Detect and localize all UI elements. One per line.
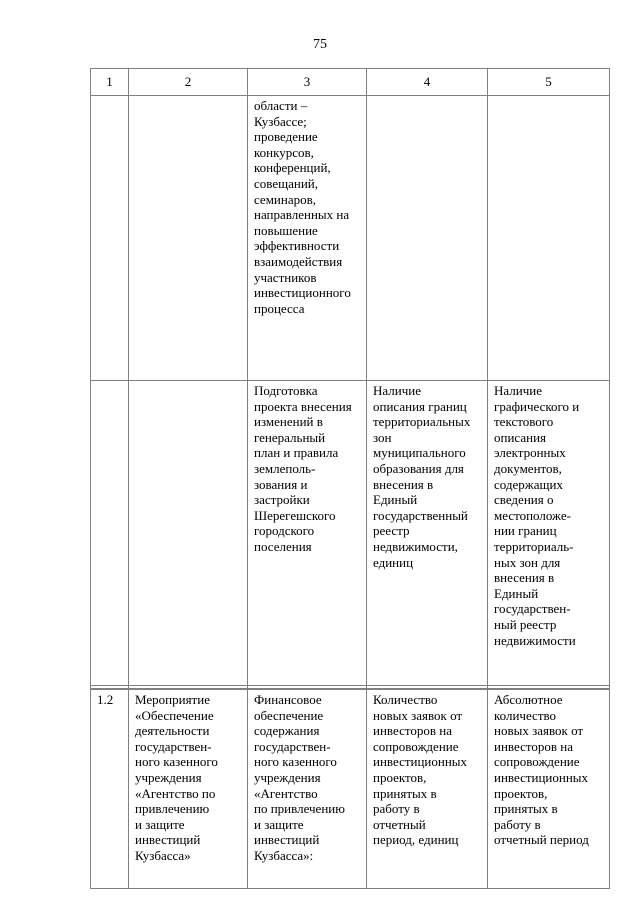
cell-description: [248, 381, 367, 686]
table-row: [91, 381, 610, 686]
cell-method-text: Абсолютное количество новых заявок от инвесторов на сопровождение инвестиционных проектов, принятых в работу в отчетный период: [494, 692, 589, 848]
cell-description: [248, 96, 367, 381]
cell-indicator: [367, 381, 488, 686]
table-row: [91, 96, 610, 381]
table-header-row: [91, 69, 610, 96]
cell-indicator: [367, 689, 488, 889]
header-cell-2: 2: [129, 69, 248, 96]
cell-method: [488, 689, 610, 889]
table-row: [91, 689, 610, 889]
header-cell-3: 3: [248, 69, 367, 96]
cell-activity: [129, 689, 248, 889]
cell-indicator: [367, 96, 488, 381]
cell-method-text: Наличие графического и текстового описания электронных документов, содержащих сведения о местоположе- нии границ территориаль- ных зон для внесения в Единый государствен- ный реестр недвижимости: [494, 383, 580, 648]
cell-indicator-text: Количество новых заявок от инвесторов на сопровождение инвестиционных проектов, принятых в работу в отчетный период, единиц: [373, 692, 468, 848]
header-cell-1: 1: [91, 69, 129, 96]
header-cell-5: 5: [488, 69, 610, 96]
cell-activity-text: Мероприятие «Обеспечение деятельности государствен- ного казенного учреждения «Агентство по привлечению и защите инвестиций Кузбасса»: [135, 692, 218, 863]
cell-method: [488, 96, 610, 381]
cell-number: [91, 381, 129, 686]
cell-description-text: Подготовка проекта внесения изменений в генеральный план и правила землеполь- зования и застройки Шерегешского городского поселения: [254, 383, 352, 554]
cell-description-text: области – Кузбассе; проведение конкурсов, конференций, совещаний, семинаров, направленных на повышение эффективности взаимодействия участников инвестиционного процесса: [254, 98, 351, 316]
cell-number: [91, 689, 129, 889]
cell-description-text: Финансовое обеспечение содержания государствен- ного казенного учреждения «Агентство по привлечению и защите инвестиций Кузбасса»:: [254, 692, 345, 863]
cell-activity: [129, 381, 248, 686]
cell-number: [91, 96, 129, 381]
page-number: 75: [313, 37, 327, 52]
cell-number-text: 1.2: [97, 692, 114, 707]
header-cell-4: 4: [367, 69, 488, 96]
content-table: [90, 68, 610, 889]
cell-activity: [129, 96, 248, 381]
cell-indicator-text: Наличие описания границ территориальных зон муниципального образования для внесения в Единый государственный реестр недвижимости, единиц: [373, 383, 471, 570]
cell-method: [488, 381, 610, 686]
cell-description: [248, 689, 367, 889]
